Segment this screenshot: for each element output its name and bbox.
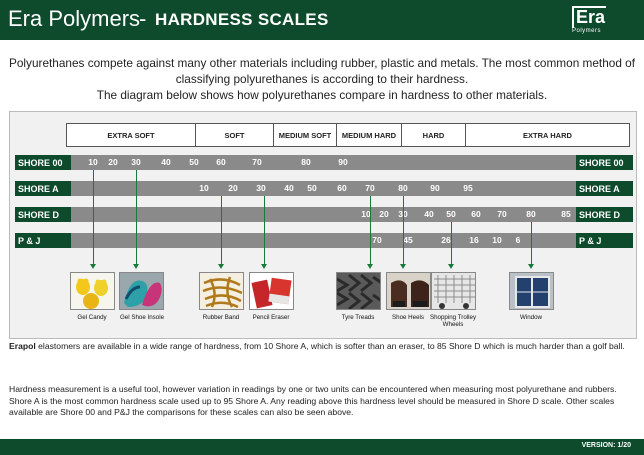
pencil-eraser-image [249,272,294,310]
scale-label-pj-right: P & J [576,233,633,248]
down-arrow-icon [133,264,139,269]
shoe-heels-icon [387,273,431,310]
scale-label-shore-00-right: SHORE 00 [576,155,633,170]
shore-d-value: 80 [526,209,536,219]
scale-label-shore-a: SHORE A [15,181,71,196]
shore-d-value: 40 [424,209,434,219]
scale-label-shore-00: SHORE 00 [15,155,71,170]
caption-pencil-eraser: Pencil Eraser [252,314,290,321]
shore-d-value: 10 [361,209,371,219]
down-arrow-icon [400,264,406,269]
rubber-band-icon [200,273,244,310]
gel-candy-image [70,272,115,310]
header-bar [0,0,644,40]
shore-a-value: 95 [463,183,473,193]
intro-text [0,55,644,103]
trolley-icon [432,273,476,310]
intro-line-3: The diagram below shows how polyurethanes compare in hardness to other materials. [96,88,548,102]
scale-label-shore-d: SHORE D [15,207,71,222]
connector-line [136,170,137,264]
shore-d-value: 60 [471,209,481,219]
shore-a-value: 80 [398,183,408,193]
erapol-brand: Erapol [9,341,36,351]
logo-subtext: Polymers [572,28,602,34]
down-arrow-icon [90,264,96,269]
caption-gel-insole: Gel Shoe Insole [119,314,165,321]
pj-value: 16 [469,235,479,245]
connector-line [451,222,452,264]
down-arrow-icon [261,264,267,269]
intro-line-1: Polyurethanes compete against many other materials including rubber, plastic and metals. The most common method of [9,56,635,70]
shore-d-value: 85 [561,209,571,219]
category-soft: SOFT [195,123,274,147]
shore-00-value: 40 [161,157,171,167]
gel-candy-icon [71,273,115,310]
scale-label-pj: P & J [15,233,71,248]
gel-insole-icon [120,273,164,310]
shore-00-value: 50 [189,157,199,167]
era-logo [570,3,636,37]
tyre-treads-image [336,272,381,310]
connector-line [221,196,222,264]
connector-line [531,222,532,264]
shore-a-value: 60 [337,183,347,193]
shore-a-value: 40 [284,183,294,193]
trolley-wheels-image [431,272,476,310]
rubber-band-image [199,272,244,310]
erapol-paragraph [9,341,635,353]
shore-a-value: 20 [228,183,238,193]
caption-tyre-treads: Tyre Treads [341,314,375,321]
pj-value: 26 [441,235,451,245]
tyre-treads-icon [337,273,381,310]
intro-line-2: classifying polyurethanes is according to their hardness. [175,72,469,86]
shore-00-value: 60 [216,157,226,167]
pencil-eraser-icon [250,273,294,310]
category-medium-hard: MEDIUM HARD [336,123,402,147]
page-title: HARDNESS SCALES [155,10,329,29]
scale-bar-shore-a [24,181,624,196]
pj-value: 10 [492,235,502,245]
erapol-text: elastomers are available in a wide range of hardness, from 10 Shore A, which is softer than an eraser, to 85 Shore D which is much harder than a golf ball. [35,341,625,351]
scale-label-shore-a-right: SHORE A [576,181,633,196]
scale-bar-pj [24,233,624,248]
down-arrow-icon [218,264,224,269]
category-extra-hard: EXTRA HARD [465,123,630,147]
shore-d-value: 30 [398,209,408,219]
pj-value: 6 [515,235,521,245]
shore-a-value: 10 [199,183,209,193]
caption-rubber-band: Rubber Band [202,314,240,321]
shore-00-value: 30 [131,157,141,167]
measurement-paragraph: Hardness measurement is a useful tool, however variation in readings by one or two units can be encountered when measuring most polyurethane and rubbers. Shore A is the most common hardness scale used up to 95 Shore A. Any reading above this hardness level should be measured in Shore D scale. Other scales available are Shore 00 and P&J the comparisons for these scales can also be seen above. [9,384,617,417]
down-arrow-icon [367,264,373,269]
connector-line [93,170,94,264]
window-icon [510,273,554,310]
caption-shoe-heels: Shoe Heels [392,314,424,321]
category-extra-soft: EXTRA SOFT [66,123,196,147]
shore-a-value: 30 [256,183,266,193]
down-arrow-icon [448,264,454,269]
caption-trolley-wheels: Shopping Trolley Wheels [429,314,477,328]
logo-text: Era [576,7,606,27]
gel-insole-image [119,272,164,310]
scale-label-shore-d-right: SHORE D [576,207,633,222]
footer-bar [0,439,644,455]
shoe-heels-image [386,272,431,310]
shore-d-value: 20 [379,209,389,219]
brand-name: Era Polymers [8,6,141,31]
category-hard: HARD [401,123,466,147]
shore-a-value: 90 [430,183,440,193]
connector-line [370,196,371,264]
version-label: VERSION: 1/20 [581,442,631,449]
connector-line [403,196,404,264]
shore-00-value: 80 [301,157,311,167]
shore-d-value: 70 [497,209,507,219]
shore-00-value: 70 [252,157,262,167]
pj-value: 45 [403,235,413,245]
shore-00-value: 20 [108,157,118,167]
connector-line [264,196,265,264]
pj-value: 70 [372,235,382,245]
caption-gel-candy: Gel Candy [77,314,107,321]
window-image [509,272,554,310]
shore-d-value: 50 [446,209,456,219]
title-separator: - [139,6,147,31]
shore-00-value: 10 [88,157,98,167]
hardness-diagram [9,111,637,339]
shore-a-value: 70 [365,183,375,193]
caption-window: Window [519,314,543,321]
category-medium-soft: MEDIUM SOFT [273,123,337,147]
shore-00-value: 90 [338,157,348,167]
down-arrow-icon [528,264,534,269]
shore-a-value: 50 [307,183,317,193]
